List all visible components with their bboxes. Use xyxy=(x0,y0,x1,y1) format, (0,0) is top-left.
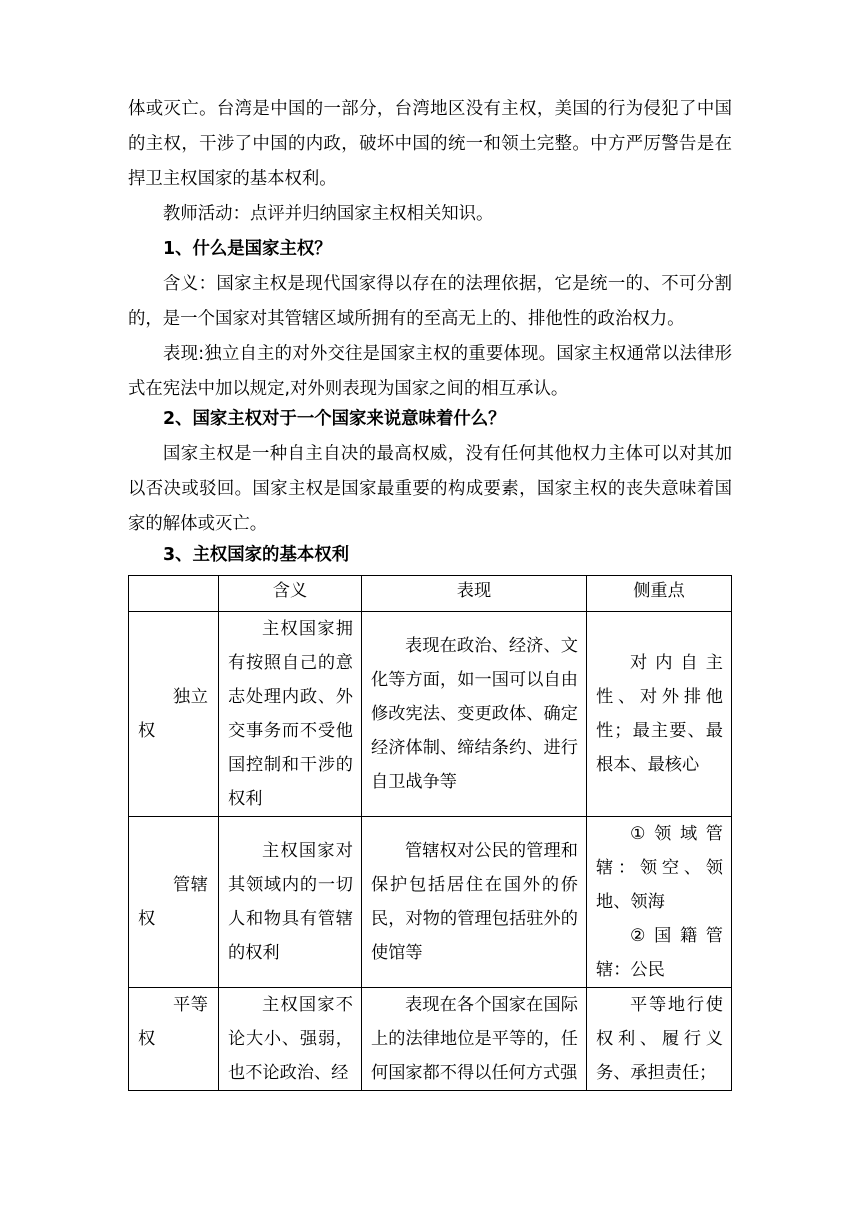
paragraph-taiwan-sovereignty: 体或灭亡。台湾是中国的一部分，台湾地区没有主权，美国的行为侵犯了中国的主权，干涉了中国的内政，破坏中国的统一和领土完整。中方严厉警告是在捍卫主权国家的基本权利。 xyxy=(128,99,732,189)
table-header-cell: 侧重点 xyxy=(587,576,732,612)
table-header-cell: 含义 xyxy=(219,576,362,612)
table-header-cell: 表现 xyxy=(362,576,587,612)
table-cell-name xyxy=(129,988,219,1091)
paragraph-sovereignty-manifestation: 表现:独立自主的对外交往是国家主权的重要体现。国家主权通常以法律形式在宪法中加以规定,对外则表现为国家之间的相互承认。 xyxy=(128,344,732,399)
table-cell-meaning xyxy=(219,817,362,988)
table-cell-focus xyxy=(587,817,732,988)
table-cell-manifestation xyxy=(362,817,587,988)
table-cell-focus xyxy=(587,988,732,1091)
heading-sovereignty-meaning-for-country: 2、国家主权对于一个国家来说意味着什么？ xyxy=(163,409,506,429)
table-row xyxy=(129,817,732,988)
table-row xyxy=(129,612,732,817)
cell-text: 表现在政治、经济、文化等方面，如一国可以自由修改宪法、变更政体、确定经济体制、缔结条约、进行自卫战争等 xyxy=(371,636,578,792)
paragraph-supreme-authority: 国家主权是一种自主自决的最高权威，没有任何其他权力主体可以对其加以否决或驳回。国家主权是国家最重要的构成要素，国家主权的丧失意味着国家的解体或灭亡。 xyxy=(128,444,732,534)
table-row xyxy=(129,988,732,1091)
rights-table xyxy=(128,575,732,1091)
row-name: 独立权 xyxy=(138,687,208,741)
heading-basic-rights: 3、主权国家的基本权利 xyxy=(163,545,350,565)
table-cell-manifestation xyxy=(362,612,587,817)
paragraph-sovereignty-meaning: 含义：国家主权是现代国家得以存在的法理依据，它是统一的、不可分割的，是一个国家对其管辖区域所拥有的至高无上的、排他性的政治权力。 xyxy=(128,274,732,329)
paragraph-teacher-activity: 教师活动：点评并归纳国家主权相关知识。 xyxy=(163,204,494,224)
cell-text: 主权国家拥有按照自己的意志处理内政、外交事务而不受他国控制和干涉的权利 xyxy=(228,619,353,809)
row-name: 平等权 xyxy=(138,995,208,1049)
cell-text: ①领域管辖：领空、领地、领海 xyxy=(596,824,723,912)
table-header-cell xyxy=(129,576,219,612)
table-cell-meaning xyxy=(219,612,362,817)
row-name: 管辖权 xyxy=(138,875,208,929)
table-cell-focus xyxy=(587,612,732,817)
cell-text: 对内自主性、对外排他性；最主要、最根本、最核心 xyxy=(596,653,723,775)
table-cell-name xyxy=(129,817,219,988)
table-header-row xyxy=(129,576,732,612)
table-cell-meaning xyxy=(219,988,362,1091)
table-cell-name xyxy=(129,612,219,817)
cell-text: 表现在各个国家在国际上的法律地位是平等的，任何国家都不得以任何方式强 xyxy=(371,995,578,1083)
cell-text: 主权国家不论大小、强弱，也不论政治、经 xyxy=(228,995,353,1083)
cell-text: 主权国家对其领域内的一切人和物具有管辖的权利 xyxy=(228,841,353,963)
cell-text: ②国籍管辖：公民 xyxy=(596,926,723,980)
table-cell-manifestation xyxy=(362,988,587,1091)
heading-what-is-sovereignty: 1、什么是国家主权？ xyxy=(163,239,332,259)
cell-text: 平等地行使权利、履行义务、承担责任； xyxy=(596,995,723,1083)
cell-text: 管辖权对公民的管理和保护包括居住在国外的侨民，对物的管理包括驻外的使馆等 xyxy=(371,841,578,963)
